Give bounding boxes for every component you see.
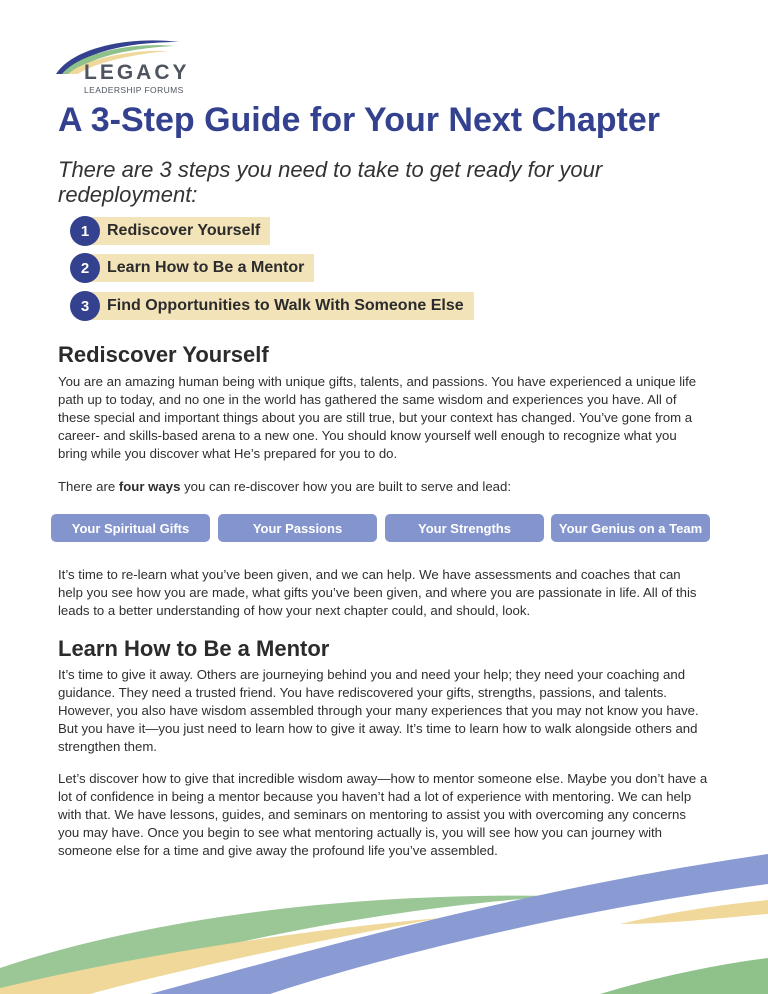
rediscover-heading: Rediscover Yourself [58, 342, 269, 367]
rediscover-paragraph-1: You are an amazing human being with unique gifts, talents, and passions. You have experienced a unique life path up to today, and no one in the world has gathered the same wisdom and experiences you have. All of these special and important things about you are still true, but your context has changed. You’ve gone from a career- and skills-based arena to a new one. You should know yourself well enough to recognize what you bring while you discover what He’s prepared for you to do. [58, 374, 697, 461]
step-number: 1 [70, 216, 100, 246]
four-ways-prefix: There are [58, 479, 119, 494]
legacy-logo[interactable] [54, 36, 204, 96]
way-genius-on-team[interactable]: Your Genius on a Team [551, 514, 710, 542]
step-number: 3 [70, 291, 100, 321]
step-number: 2 [70, 253, 100, 283]
step-label: Find Opportunities to Walk With Someone Else [85, 292, 474, 320]
mentor-paragraph-1: It’s time to give it away. Others are journeying behind you and need your help; they need your coaching and guidance. They need a trusted friend. You have rediscovered your gifts, strengths, passions, and talents. However, you also have wisdom assembled through your many experiences that you may not know you have. But you have it—you just need to learn how to give it away. It’s time to learn how to walk alongside others and strengthen them. [58, 667, 699, 754]
intro-text: There are 3 steps you need to take to get ready for your redeployment: [58, 157, 603, 207]
step-label: Learn How to Be a Mentor [85, 254, 314, 282]
way-passions[interactable]: Your Passions [218, 514, 377, 542]
rediscover-paragraph-2: It’s time to re-learn what you’ve been given, and we can help. We have assessments and coaches that can help you see how you are made, what gifts you’ve been given, and where you are passionate in life. All of this leads to a better understanding of how your next chapter could, and should, look. [58, 567, 697, 618]
four-ways-suffix: you can re-discover how you are built to serve and lead: [180, 479, 512, 494]
logo-name: LEGACY [84, 61, 190, 84]
four-ways-emphasis: four ways [118, 479, 181, 494]
way-strengths[interactable]: Your Strengths [385, 514, 544, 542]
way-spiritual-gifts[interactable]: Your Spiritual Gifts [51, 514, 210, 542]
step-label: Rediscover Yourself [85, 217, 270, 245]
four-ways-sentence [58, 478, 708, 496]
page-title: A 3-Step Guide for Your Next Chapter [58, 101, 661, 139]
mentor-paragraph-2: Let’s discover how to give that incredible wisdom away—how to mentor someone else. Maybe you don’t have a lot of confidence in being a mentor because you haven’t had a lot of experience with mentoring. We can help with that. We have lessons, guides, and seminars on mentoring to assist you with overcoming any concerns you may have. Once you begin to see what mentoring actually is, you will see how you can journey with someone else for a time and give away the profound life you’ve assembled. [58, 771, 708, 858]
mentor-heading: Learn How to Be a Mentor [58, 636, 330, 661]
decorative-swoosh-icon [0, 850, 768, 994]
logo-tagline: LEADERSHIP FORUMS [84, 85, 184, 95]
